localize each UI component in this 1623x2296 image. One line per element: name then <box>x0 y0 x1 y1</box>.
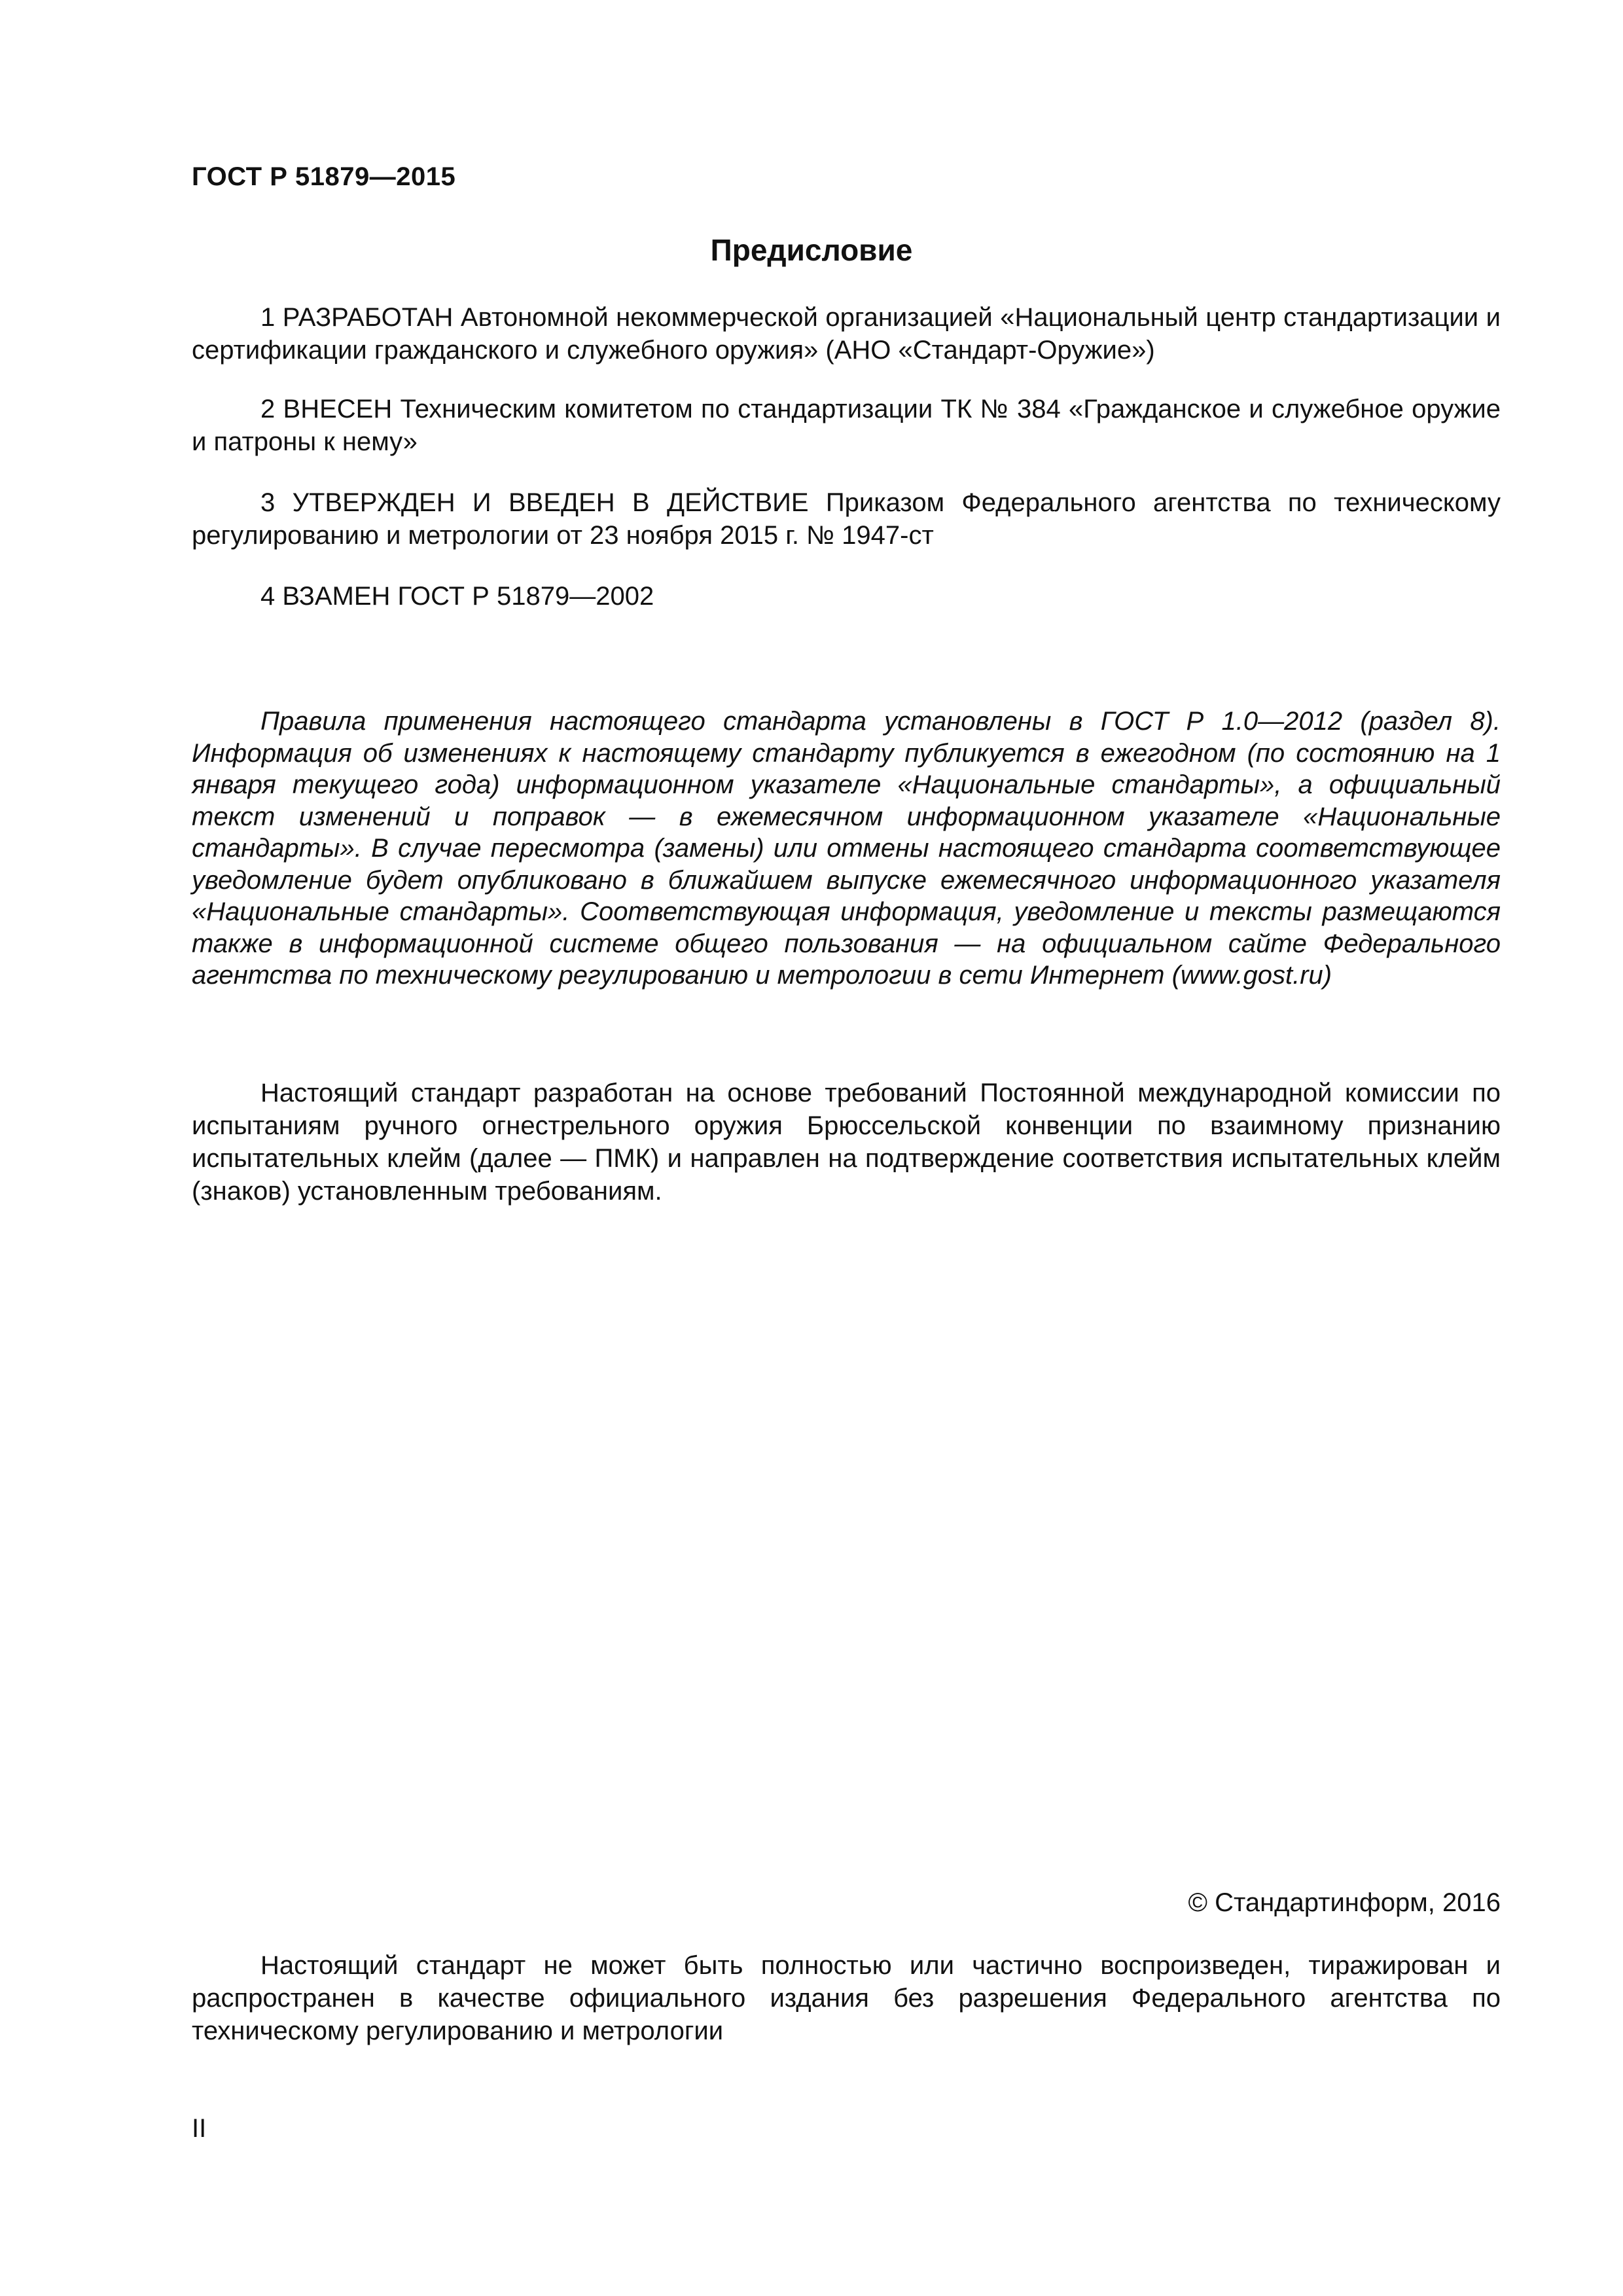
preface-item-3-text: 3 УТВЕРЖДЕН И ВВЕДЕН В ДЕЙСТВИЕ Приказом Федерального агентства по техническому регулированию и метрологии от 23 ноября 2015 г. № 1947-ст <box>192 488 1501 550</box>
application-rules-text: Правила применения настоящего стандарта установлены в ГОСТ Р 1.0—2012 (раздел 8). Информация об изменениях к настоящему стандарту публикуется в ежегодном (по состоянию на 1 января текущего года) информационном указателе «Национальные стандарты», а официальный текст изменений и поправок — в ежемесячном информационном указателе «Национальные стандарты». В случае пересмотра (замены) или отмены настоящего стандарта соответствующее уведомление будет опубликовано в ближайшем выпуске ежемесячного информационного указателя «Национальные стандарты». Соответствующая информация, уведомление и тексты размещаются также в информационной системе общего пользования — на официальном сайте Федерального агентства по техническому регулированию и метрологии в сети Интернет (www.gost.ru) <box>192 707 1501 990</box>
page-title: Предисловие <box>710 233 913 267</box>
standard-basis-paragraph <box>192 1077 1501 1208</box>
application-rules-paragraph <box>192 706 1501 992</box>
preface-item-1-text: 1 РАЗРАБОТАН Автономной некоммерческой организацией «Национальный центр стандартизации и сертификации гражданского и служебного оружия» (АНО «Стандарт-Оружие») <box>192 303 1501 365</box>
preface-item-1 <box>192 301 1501 367</box>
preface-item-3 <box>192 486 1501 552</box>
standard-basis-text: Настоящий стандарт разработан на основе требований Постоянной международной комиссии по испытаниям ручного огнестрельного оружия Брюссельской конвенции по взаимному признанию испытательных клейм (далее — ПМК) и направлен на подтверждение соответствия испытательных клейм (знаков) установленным требованиям. <box>192 1079 1501 1206</box>
page-number: II <box>192 2114 207 2143</box>
copyright-notice: © Стандартинформ, 2016 <box>1188 1888 1501 1917</box>
preface-item-2 <box>192 393 1501 458</box>
reproduction-notice-paragraph <box>192 1949 1501 2047</box>
reproduction-notice-text: Настоящий стандарт не может быть полностью или частично воспроизведен, тиражирован и распространен в качестве официального издания без разрешения Федерального агентства по техническому регулированию и метрологии <box>192 1951 1501 2045</box>
preface-item-4 <box>192 580 1501 613</box>
preface-item-2-text: 2 ВНЕСЕН Техническим комитетом по стандартизации ТК № 384 «Гражданское и служебное оружие и патроны к нему» <box>192 395 1501 456</box>
document-number-header: ГОСТ Р 51879—2015 <box>192 162 456 191</box>
preface-item-4-text: 4 ВЗАМЕН ГОСТ Р 51879—2002 <box>260 582 654 611</box>
